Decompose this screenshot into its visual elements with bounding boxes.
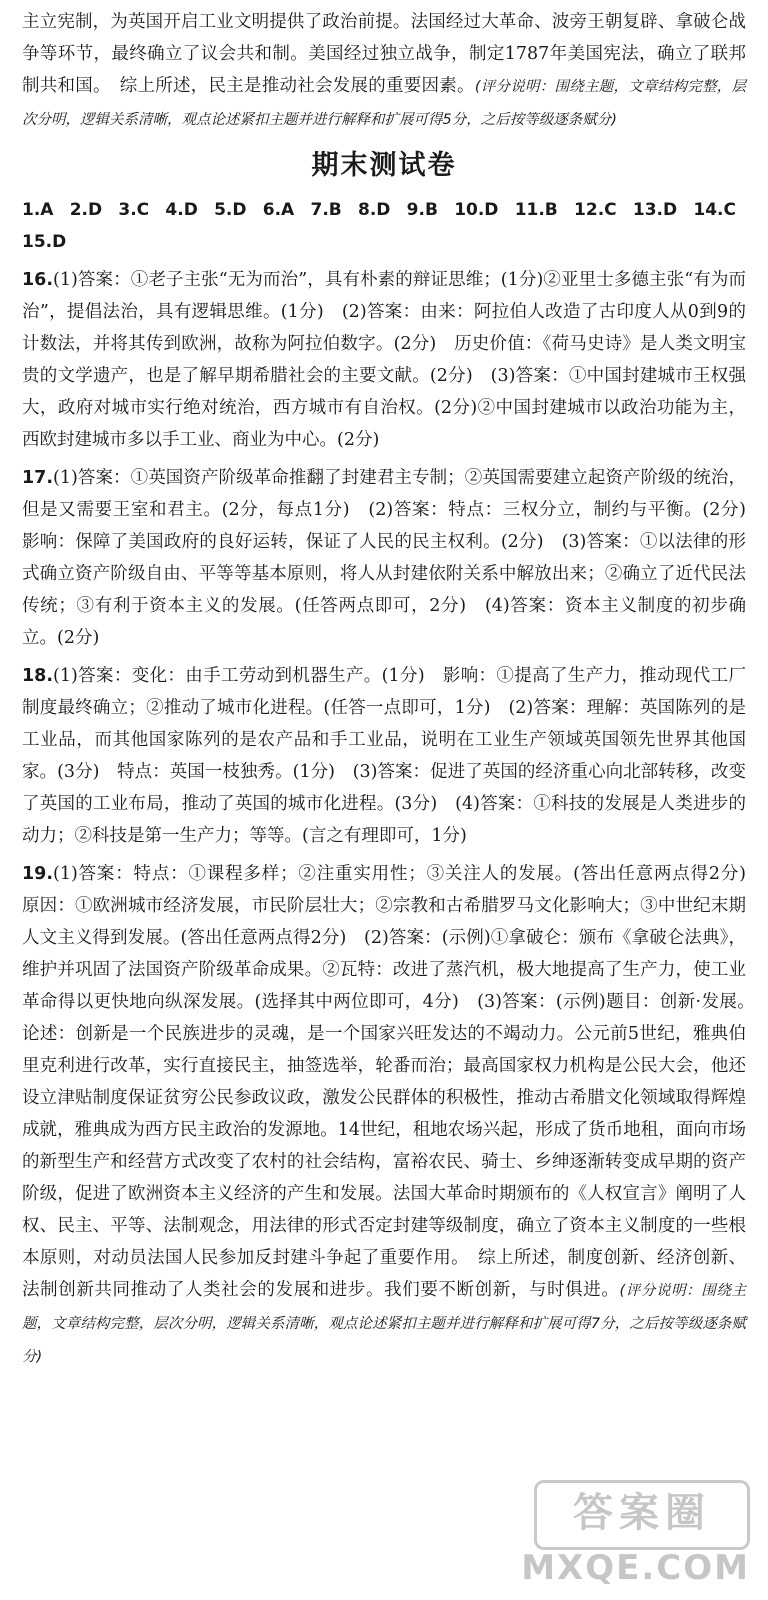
choice-answer: 14.C xyxy=(693,200,736,220)
watermark-logo: 答案圈 xyxy=(534,1480,750,1550)
choice-answer: 3.C xyxy=(118,200,150,220)
question-number: 17. xyxy=(22,468,54,488)
question-17-answer: (1)答案：①英国资产阶级革命推翻了封建君主专制；②英国需要建立起资产阶级的统治，但是又需要王室和君主。(2分，每点1分) (2)答案：特点：三权分立，制约与平衡。(2分) 影响：保障了美国政府的良好运转，保证了人民的民主权利。(2分) (3)答案：①以法律的形式确立资产阶级自由、平等等基本原则，将人从封建依附关系中解放出来；②确立了近代民法传统；③有利于资本主义的发展。(任答两点即可，2分) (4)答案：资本主义制度的初步确立。(2分) xyxy=(22,468,764,648)
choice-answer: 12.C xyxy=(574,200,617,220)
choice-answer: 1.A xyxy=(22,200,54,220)
question-16 xyxy=(22,264,746,456)
choice-answer: 5.D xyxy=(214,200,247,220)
question-18-answer: (1)答案：变化：由手工劳动到机器生产。(1分) 影响：①提高了生产力，推动现代工厂制度最终确立；②推动了城市化进程。(任答一点即可，1分) (2)答案：理解：英国陈列的是工业品，而其他国家陈列的是农产品和手工业品，说明在工业生产领域英国领先世界其他国家。(3分) 特点：英国一枝独秀。(1分) (3)答案：促进了英国的经济重心向北部转移，改变了英国的工业布局，推动了英国的城市化进程。(3分) (4)答案：①科技的发展是人类进步的动力；②科技是第一生产力；等等。(言之有理即可，1分) xyxy=(22,666,746,846)
watermark-url: MXQE.COM xyxy=(521,1548,750,1588)
choice-answer: 6.A xyxy=(262,200,295,220)
choice-answer: 9.B xyxy=(406,200,438,220)
question-16-answer: (1)答案：①老子主张“无为而治”，具有朴素的辩证思维；(1分)②亚里士多德主张“有为而治”，提倡法治，具有逻辑思维。(1分) (2)答案：由来：阿拉伯人改造了古印度人从0到9的计数法，并将其传到欧洲，故称为阿拉伯数字。(2分) 历史价值：《荷马史诗》是人类文明宝贵的文学遗产，也是了解早期希腊社会的主要文献。(2分) (3)答案：①中国封建城市王权强大，政府对城市实行绝对统治，西方城市有自治权。(2分)②中国封建城市以政治功能为主，西欧封建城市多以手工业、商业为中心。(2分) xyxy=(22,270,746,450)
intro-scoring-note: (评分说明：围绕主题，文章结构完整，层次分明，逻辑关系清晰，观点论述紧扣主题并进行解释和扩展可得5分，之后按等级逐条赋分) xyxy=(22,79,747,128)
question-number: 19. xyxy=(22,864,54,884)
intro-text: 主立宪制，为英国开启工业文明提供了政治前提。法国经过大革命、波旁王朝复辟、拿破仑战争等环节，最终确立了议会共和制。美国经过独立战争，制定1787年美国宪法，确立了联邦制共和国。 综上所述，民主是推动社会发展的重要因素。 xyxy=(22,12,746,96)
question-number: 16. xyxy=(22,270,54,290)
choice-answer: 4.D xyxy=(165,200,198,220)
choice-answer: 13.D xyxy=(632,200,678,220)
question-19 xyxy=(22,858,764,1373)
choice-answer: 15.D xyxy=(22,232,67,252)
question-19-answer: (1)答案：特点：①课程多样；②注重实用性；③关注人的发展。(答出任意两点得2分) 原因：①欧洲城市经济发展，市民阶层壮大；②宗教和古希腊罗马文化影响大；③中世纪末期人文主义得到发展。(答出任意两点得2分) (2)答案：(示例)①拿破仑：颁布《拿破仑法典》，维护并巩固了法国资产阶级革命成果。②瓦特：改进了蒸汽机，极大地提高了生产力，使工业革命得以更快地向纵深发展。(选择其中两位即可，4分) (3)答案：(示例)题目：创新·发展。 论述：创新是一个民族进步的灵魂，是一个国家兴旺发达的不竭动力。公元前5世纪，雅典伯里克利进行改革，实行直接民主，抽签选举，轮番而治；最高国家权力机构是公民大会，他还设立津贴制度保证贫穷公民参政议政，激发公民群体的积极性，推动古希腊文化领域取得辉煌成就，雅典成为西方民主政治的发源地。14世纪，租地农场兴起，形成了货币地租，面向市场的新型生产和经营方式改变了农村的社会结构，富裕农民、骑士、乡绅逐渐转变成早期的资产阶级，促进了欧洲资本主义经济的产生和发展。法国大革命时期颁布的《人权宣言》阐明了人权、民主、平等、法制观念，用法律的形式否定封建等级制度，确立了资本主义制度的一些根本原则，对动员法国人民参加反封建斗争起了重要作用。 综上所述，制度创新、经济创新、法制创新共同推动了人类社会的发展和进步。我们要不断创新，与时俱进。 xyxy=(22,864,764,1300)
choice-answer: 10.D xyxy=(454,200,499,220)
question-number: 18. xyxy=(22,666,54,686)
question-17 xyxy=(22,462,764,654)
choice-answer: 11.B xyxy=(514,200,558,220)
exam-title: 期末测试卷 xyxy=(311,150,457,181)
choice-answer: 2.D xyxy=(69,200,103,220)
question-19-scoring-note: (评分说明：围绕主题，文章结构完整，层次分明，逻辑关系清晰，观点论述紧扣主题并进行解释和扩展可得7分，之后按等级逐条赋分) xyxy=(22,1283,747,1365)
choice-answer: 7.B xyxy=(310,200,342,220)
question-18 xyxy=(22,660,746,852)
intro-paragraph xyxy=(22,6,746,136)
watermark xyxy=(521,1480,754,1588)
choice-answers xyxy=(22,194,746,258)
choice-answer: 8.D xyxy=(358,200,391,220)
